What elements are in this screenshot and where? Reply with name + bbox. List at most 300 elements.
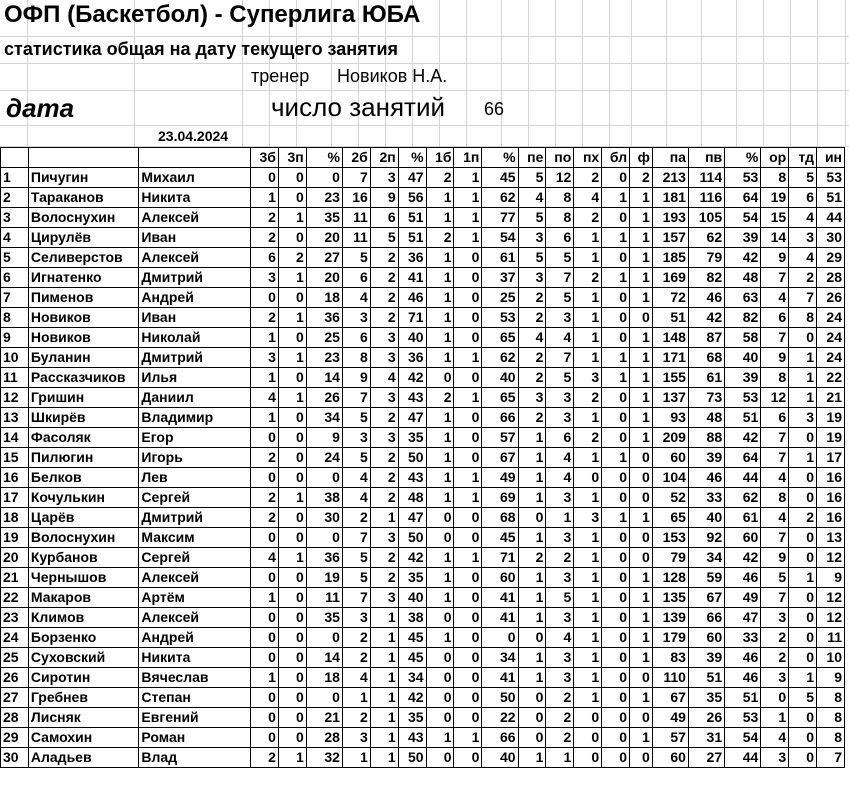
firstname-cell: Егор xyxy=(139,428,251,448)
stat-cell: 2 xyxy=(518,308,546,328)
firstname-cell: Иван xyxy=(139,308,251,328)
date-value: 23.04.2024 xyxy=(158,128,229,144)
stat-cell: 18 xyxy=(306,288,342,308)
stat-cell: 59 xyxy=(688,568,724,588)
stat-cell: 62 xyxy=(725,488,761,508)
stat-cell: 9 xyxy=(306,428,342,448)
stat-cell: 19 xyxy=(817,408,845,428)
stat-cell: 40 xyxy=(482,748,518,768)
stat-cell: 42 xyxy=(398,368,426,388)
surname-cell: Сиротин xyxy=(28,668,139,688)
stat-cell: 2 xyxy=(574,168,602,188)
stat-cell: 34 xyxy=(688,548,724,568)
stat-cell: 1 xyxy=(630,588,653,608)
stat-cell: 1 xyxy=(250,668,278,688)
row-number-cell: 2 xyxy=(1,188,29,208)
stat-cell: 41 xyxy=(482,668,518,688)
stat-cell: 0 xyxy=(250,648,278,668)
stat-cell: 35 xyxy=(688,688,724,708)
stat-cell: 65 xyxy=(482,388,518,408)
stat-cell: 79 xyxy=(688,248,724,268)
stat-cell: 0 xyxy=(602,308,630,328)
stat-cell: 4 xyxy=(761,468,789,488)
stat-cell: 27 xyxy=(688,748,724,768)
stat-cell: 50 xyxy=(398,528,426,548)
stat-cell: 26 xyxy=(817,288,845,308)
stat-cell: 33 xyxy=(688,488,724,508)
surname-cell: Аладьев xyxy=(28,748,139,768)
stat-cell: 3 xyxy=(574,368,602,388)
table-row xyxy=(1,628,845,648)
stat-cell: 53 xyxy=(725,168,761,188)
stat-cell: 42 xyxy=(398,688,426,708)
stat-cell: 2 xyxy=(574,388,602,408)
stat-cell: 0 xyxy=(426,368,454,388)
stat-cell: 1 xyxy=(426,568,454,588)
firstname-cell: Никита xyxy=(139,648,251,668)
stat-cell: 1 xyxy=(630,268,653,288)
stat-cell: 0 xyxy=(602,688,630,708)
stat-cell: 54 xyxy=(725,728,761,748)
stat-cell: 1 xyxy=(789,388,817,408)
stat-cell: 1 xyxy=(574,588,602,608)
stat-cell: 2 xyxy=(518,408,546,428)
stat-cell: 61 xyxy=(725,508,761,528)
stat-cell: 7 xyxy=(789,288,817,308)
stat-cell: 0 xyxy=(602,548,630,568)
stat-cell: 2 xyxy=(370,488,398,508)
stat-cell: 54 xyxy=(725,208,761,228)
stat-cell: 0 xyxy=(278,588,306,608)
stat-cell: 40 xyxy=(482,368,518,388)
stat-cell: 3 xyxy=(761,748,789,768)
stat-cell: 1 xyxy=(370,668,398,688)
page-subtitle: статистика общая на дату текущего занятия xyxy=(4,39,399,59)
stat-cell: 9 xyxy=(761,548,789,568)
stat-cell: 6 xyxy=(761,308,789,328)
stat-cell: 60 xyxy=(725,528,761,548)
stat-cell: 7 xyxy=(761,588,789,608)
stat-cell: 1 xyxy=(426,448,454,468)
stat-cell: 1 xyxy=(278,268,306,288)
stat-cell: 1 xyxy=(426,308,454,328)
stat-cell: 0 xyxy=(789,468,817,488)
stat-cell: 181 xyxy=(652,188,688,208)
stat-cell: 2 xyxy=(342,628,370,648)
stat-cell: 1 xyxy=(630,728,653,748)
stat-cell: 44 xyxy=(725,468,761,488)
stat-cell: 171 xyxy=(652,348,688,368)
stat-cell: 24 xyxy=(817,308,845,328)
table-row xyxy=(1,688,845,708)
stat-cell: 0 xyxy=(454,368,482,388)
stat-cell: 2 xyxy=(426,228,454,248)
stat-cell: 0 xyxy=(426,748,454,768)
stat-cell: 0 xyxy=(454,668,482,688)
stat-cell: 5 xyxy=(342,568,370,588)
stat-cell: 48 xyxy=(725,268,761,288)
row-number-cell: 20 xyxy=(1,548,29,568)
firstname-cell: Андрей xyxy=(139,288,251,308)
stat-cell: 26 xyxy=(306,388,342,408)
stat-cell: 88 xyxy=(688,428,724,448)
stat-cell: 1 xyxy=(426,268,454,288)
stat-cell: 1 xyxy=(574,488,602,508)
stat-cell: 0 xyxy=(789,528,817,548)
stat-cell: 0 xyxy=(426,528,454,548)
stat-cell: 27 xyxy=(306,248,342,268)
stat-cell: 6 xyxy=(789,188,817,208)
stat-cell: 0 xyxy=(602,288,630,308)
stat-cell: 3 xyxy=(342,308,370,328)
stat-cell: 22 xyxy=(817,368,845,388)
stat-cell: 0 xyxy=(630,548,653,568)
stat-cell: 7 xyxy=(817,748,845,768)
stat-cell: 110 xyxy=(652,668,688,688)
stat-cell: 28 xyxy=(817,268,845,288)
firstname-cell: Алексей xyxy=(139,208,251,228)
firstname-cell: Алексей xyxy=(139,608,251,628)
stat-cell: 2 xyxy=(250,228,278,248)
stat-cell: 5 xyxy=(342,548,370,568)
stat-cell: 71 xyxy=(398,308,426,328)
firstname-cell: Михаил xyxy=(139,168,251,188)
stat-cell: 1 xyxy=(278,388,306,408)
stat-cell: 0 xyxy=(761,688,789,708)
stat-cell: 1 xyxy=(789,668,817,688)
stat-cell: 1 xyxy=(630,208,653,228)
surname-cell: Гришин xyxy=(28,388,139,408)
stat-cell: 2 xyxy=(370,548,398,568)
stat-cell: 1 xyxy=(518,568,546,588)
stat-cell: 0 xyxy=(454,448,482,468)
firstname-cell: Игорь xyxy=(139,448,251,468)
stat-cell: 62 xyxy=(482,188,518,208)
stat-cell: 6 xyxy=(761,408,789,428)
stat-cell: 63 xyxy=(725,288,761,308)
table-row xyxy=(1,708,845,728)
stat-cell: 1 xyxy=(574,408,602,428)
stat-cell: 1 xyxy=(426,628,454,648)
stat-cell: 3 xyxy=(546,408,574,428)
stat-cell: 8 xyxy=(546,208,574,228)
stat-cell: 1 xyxy=(630,628,653,648)
stat-cell: 41 xyxy=(398,268,426,288)
stat-cell: 48 xyxy=(398,488,426,508)
stat-cell: 2 xyxy=(250,488,278,508)
stat-cell: 2 xyxy=(250,508,278,528)
stat-cell: 0 xyxy=(454,288,482,308)
stat-cell: 0 xyxy=(630,668,653,688)
stat-cell: 0 xyxy=(278,728,306,748)
stat-cell: 61 xyxy=(482,248,518,268)
stat-cell: 30 xyxy=(306,508,342,528)
stat-cell: 14 xyxy=(306,648,342,668)
column-header: тд xyxy=(789,148,817,168)
stat-cell: 0 xyxy=(250,528,278,548)
stat-cell: 87 xyxy=(688,328,724,348)
stat-cell: 0 xyxy=(630,448,653,468)
stat-cell: 5 xyxy=(546,288,574,308)
stat-cell: 39 xyxy=(688,648,724,668)
stat-cell: 0 xyxy=(454,608,482,628)
stat-cell: 66 xyxy=(482,408,518,428)
stat-cell: 1 xyxy=(574,528,602,548)
stat-cell: 0 xyxy=(454,308,482,328)
stat-cell: 1 xyxy=(370,648,398,668)
stat-cell: 20 xyxy=(306,268,342,288)
statistics-table xyxy=(0,147,845,768)
stat-cell: 42 xyxy=(398,548,426,568)
stat-cell: 9 xyxy=(342,368,370,388)
stat-cell: 0 xyxy=(454,408,482,428)
stat-cell: 5 xyxy=(342,448,370,468)
firstname-cell: Лев xyxy=(139,468,251,488)
surname-cell: Лисняк xyxy=(28,708,139,728)
stat-cell: 14 xyxy=(306,368,342,388)
stat-cell: 0 xyxy=(426,668,454,688)
stat-cell: 36 xyxy=(398,348,426,368)
firstname-cell: Степан xyxy=(139,688,251,708)
stat-cell: 4 xyxy=(761,508,789,528)
firstname-cell: Сергей xyxy=(139,488,251,508)
stat-cell: 0 xyxy=(278,508,306,528)
stat-cell: 2 xyxy=(278,248,306,268)
row-number-cell: 18 xyxy=(1,508,29,528)
stat-cell: 4 xyxy=(342,668,370,688)
stat-cell: 3 xyxy=(342,728,370,748)
stat-cell: 10 xyxy=(817,648,845,668)
stat-cell: 1 xyxy=(426,248,454,268)
stat-cell: 2 xyxy=(630,168,653,188)
stat-cell: 0 xyxy=(574,748,602,768)
stat-cell: 0 xyxy=(602,608,630,628)
stat-cell: 4 xyxy=(250,388,278,408)
stat-cell: 66 xyxy=(482,728,518,748)
stat-cell: 1 xyxy=(630,328,653,348)
stat-cell: 1 xyxy=(278,488,306,508)
stat-cell: 43 xyxy=(398,468,426,488)
stat-cell: 3 xyxy=(518,268,546,288)
stat-cell: 34 xyxy=(398,668,426,688)
column-header: % xyxy=(482,148,518,168)
stat-cell: 1 xyxy=(602,348,630,368)
stat-cell: 7 xyxy=(761,528,789,548)
firstname-cell: Никита xyxy=(139,188,251,208)
stat-cell: 0 xyxy=(518,508,546,528)
stat-cell: 82 xyxy=(725,308,761,328)
stat-cell: 53 xyxy=(725,708,761,728)
stat-cell: 2 xyxy=(789,508,817,528)
table-row xyxy=(1,308,845,328)
stat-cell: 77 xyxy=(482,208,518,228)
stat-cell: 1 xyxy=(546,508,574,528)
stat-cell: 2 xyxy=(370,408,398,428)
stat-cell: 57 xyxy=(482,428,518,448)
stat-cell: 36 xyxy=(306,548,342,568)
column-header: по xyxy=(546,148,574,168)
stat-cell: 1 xyxy=(630,508,653,528)
stat-cell: 16 xyxy=(342,188,370,208)
stat-cell: 35 xyxy=(398,708,426,728)
column-header: 3б xyxy=(250,148,278,168)
table-row xyxy=(1,528,845,548)
stat-cell: 6 xyxy=(546,228,574,248)
stat-cell: 1 xyxy=(630,688,653,708)
stat-cell: 1 xyxy=(518,608,546,628)
stat-cell: 35 xyxy=(306,208,342,228)
stat-cell: 0 xyxy=(250,708,278,728)
table-row xyxy=(1,268,845,288)
stat-cell: 3 xyxy=(518,388,546,408)
surname-cell: Волоснухин xyxy=(28,208,139,228)
column-header: 2п xyxy=(370,148,398,168)
stat-cell: 1 xyxy=(454,728,482,748)
column-header xyxy=(28,148,139,168)
stat-cell: 0 xyxy=(518,688,546,708)
stat-cell: 2 xyxy=(370,568,398,588)
stat-cell: 5 xyxy=(342,408,370,428)
stat-cell: 209 xyxy=(652,428,688,448)
stat-cell: 0 xyxy=(278,168,306,188)
row-number-cell: 3 xyxy=(1,208,29,228)
stat-cell: 49 xyxy=(725,588,761,608)
stat-cell: 12 xyxy=(817,588,845,608)
stat-cell: 19 xyxy=(306,568,342,588)
stat-cell: 5 xyxy=(518,208,546,228)
stat-cell: 1 xyxy=(574,448,602,468)
stat-cell: 39 xyxy=(725,228,761,248)
stat-cell: 50 xyxy=(398,448,426,468)
stat-cell: 1 xyxy=(454,488,482,508)
stat-cell: 8 xyxy=(761,168,789,188)
stat-cell: 116 xyxy=(688,188,724,208)
stat-cell: 20 xyxy=(306,228,342,248)
stat-cell: 25 xyxy=(482,288,518,308)
stat-cell: 1 xyxy=(574,608,602,628)
stat-cell: 1 xyxy=(278,748,306,768)
firstname-cell: Владимир xyxy=(139,408,251,428)
stat-cell: 60 xyxy=(652,748,688,768)
stat-cell: 1 xyxy=(370,708,398,728)
stat-cell: 0 xyxy=(250,688,278,708)
stat-cell: 0 xyxy=(630,468,653,488)
sessions-count: 66 xyxy=(484,99,505,119)
stat-cell: 0 xyxy=(250,168,278,188)
stat-cell: 14 xyxy=(761,228,789,248)
stat-cell: 46 xyxy=(688,468,724,488)
stat-cell: 47 xyxy=(398,408,426,428)
stat-cell: 60 xyxy=(652,448,688,468)
firstname-cell: Дмитрий xyxy=(139,268,251,288)
stat-cell: 1 xyxy=(454,208,482,228)
stat-cell: 3 xyxy=(250,348,278,368)
stat-cell: 135 xyxy=(652,588,688,608)
stat-cell: 2 xyxy=(370,308,398,328)
stat-cell: 4 xyxy=(546,448,574,468)
stat-cell: 1 xyxy=(454,188,482,208)
table-row xyxy=(1,668,845,688)
stat-cell: 0 xyxy=(306,528,342,548)
stat-cell: 37 xyxy=(482,268,518,288)
stat-cell: 4 xyxy=(574,188,602,208)
stat-cell: 11 xyxy=(342,228,370,248)
stat-cell: 9 xyxy=(370,188,398,208)
stat-cell: 2 xyxy=(250,748,278,768)
stat-cell: 4 xyxy=(761,728,789,748)
stat-cell: 26 xyxy=(688,708,724,728)
table-row xyxy=(1,568,845,588)
stat-cell: 7 xyxy=(761,448,789,468)
stat-cell: 0 xyxy=(574,468,602,488)
stat-cell: 62 xyxy=(688,228,724,248)
stat-cell: 11 xyxy=(817,628,845,648)
stat-cell: 1 xyxy=(789,348,817,368)
row-number-cell: 29 xyxy=(1,728,29,748)
stat-cell: 1 xyxy=(574,248,602,268)
stat-cell: 3 xyxy=(546,488,574,508)
stat-cell: 47 xyxy=(398,168,426,188)
stat-cell: 1 xyxy=(342,688,370,708)
stat-cell: 9 xyxy=(761,348,789,368)
stat-cell: 24 xyxy=(817,328,845,348)
stat-cell: 4 xyxy=(250,548,278,568)
stat-cell: 29 xyxy=(817,248,845,268)
stat-cell: 2 xyxy=(250,308,278,328)
stat-cell: 0 xyxy=(602,668,630,688)
table-row xyxy=(1,408,845,428)
stat-cell: 1 xyxy=(574,328,602,348)
stat-cell: 41 xyxy=(482,588,518,608)
stat-cell: 1 xyxy=(574,628,602,648)
stat-cell: 0 xyxy=(250,468,278,488)
stat-cell: 50 xyxy=(398,748,426,768)
stat-cell: 4 xyxy=(342,488,370,508)
stat-cell: 2 xyxy=(342,648,370,668)
stat-cell: 0 xyxy=(454,588,482,608)
stat-cell: 0 xyxy=(789,328,817,348)
table-row xyxy=(1,488,845,508)
table-row xyxy=(1,548,845,568)
row-number-cell: 24 xyxy=(1,628,29,648)
stat-cell: 61 xyxy=(688,368,724,388)
row-number-cell: 28 xyxy=(1,708,29,728)
stat-cell: 0 xyxy=(454,328,482,348)
surname-cell: Пичугин xyxy=(28,168,139,188)
firstname-cell: Максим xyxy=(139,528,251,548)
stat-cell: 42 xyxy=(725,248,761,268)
stat-cell: 2 xyxy=(370,468,398,488)
stat-cell: 12 xyxy=(817,548,845,568)
surname-cell: Селиверстов xyxy=(28,248,139,268)
table-row xyxy=(1,228,845,248)
stat-cell: 193 xyxy=(652,208,688,228)
row-number-cell: 30 xyxy=(1,748,29,768)
stat-cell: 16 xyxy=(817,488,845,508)
surname-cell: Курбанов xyxy=(28,548,139,568)
row-number-cell: 21 xyxy=(1,568,29,588)
stat-cell: 0 xyxy=(454,528,482,548)
row-number-cell: 9 xyxy=(1,328,29,348)
stat-cell: 1 xyxy=(454,388,482,408)
stat-cell: 22 xyxy=(482,708,518,728)
stat-cell: 2 xyxy=(342,508,370,528)
coach-name: Новиков Н.А. xyxy=(337,66,448,86)
stat-cell: 0 xyxy=(602,468,630,488)
stat-cell: 0 xyxy=(602,408,630,428)
stat-cell: 44 xyxy=(725,748,761,768)
stat-cell: 0 xyxy=(278,328,306,348)
